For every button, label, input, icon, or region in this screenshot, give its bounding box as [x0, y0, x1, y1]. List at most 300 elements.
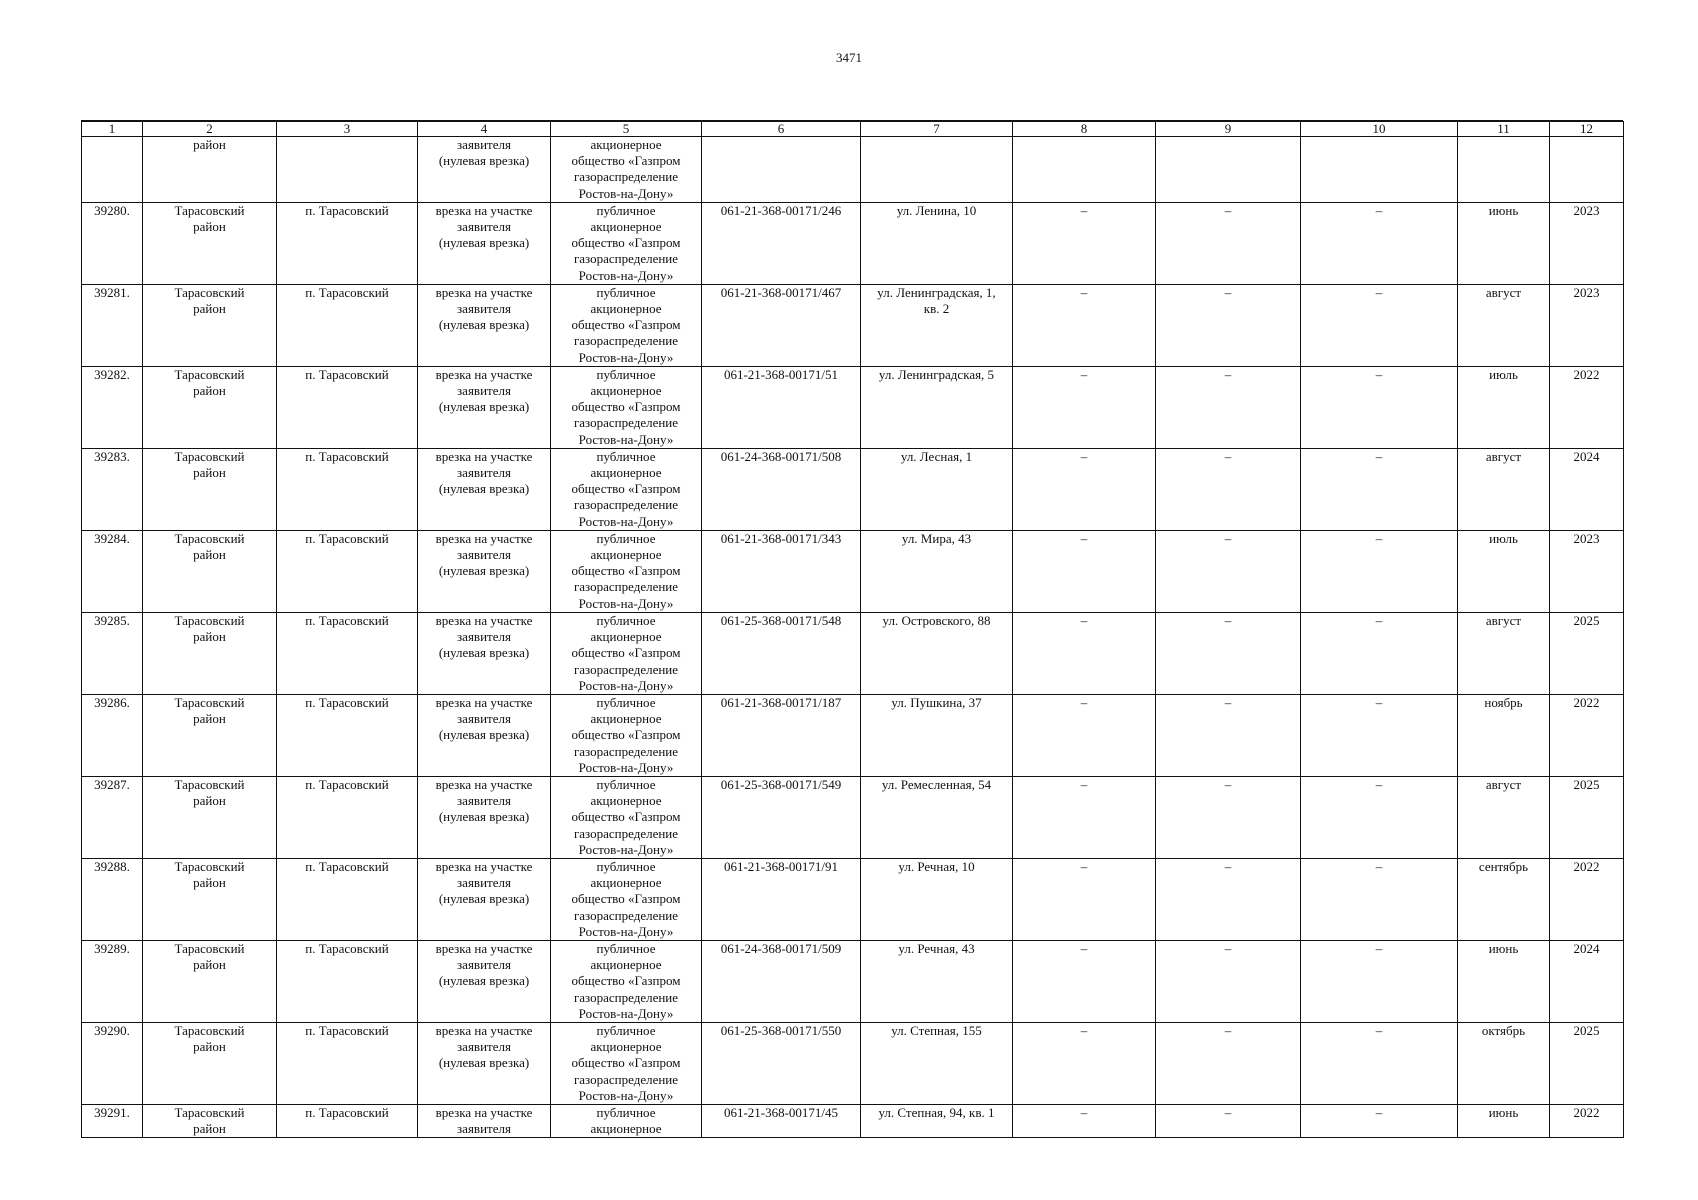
cell-col8: [1013, 1104, 1156, 1137]
cell-line: Тарасовский: [174, 776, 245, 792]
cell-line: 061-21-368-00171/187: [720, 694, 842, 710]
cell-line: –: [1080, 776, 1088, 792]
cell-line: –: [1080, 612, 1088, 628]
cell-settlement: [277, 1104, 418, 1137]
cell-month: [1458, 448, 1550, 530]
cell-line: заявителя: [457, 1039, 511, 1055]
cell-line: –: [1224, 694, 1232, 710]
cell-year: [1550, 137, 1624, 203]
cell-line: газораспределение: [573, 333, 679, 349]
cell-line: 2024: [1573, 448, 1600, 464]
table-row: [82, 284, 1624, 366]
cell-line: –: [1080, 1104, 1088, 1120]
cell-line: 061-21-368-00171/45: [723, 1104, 839, 1120]
cell-col10: [1301, 940, 1458, 1022]
cell-col9: [1156, 202, 1301, 284]
cell-number: [82, 940, 143, 1022]
cell-line: ул. Мира, 43: [901, 530, 972, 546]
cell-col8: [1013, 284, 1156, 366]
cell-settlement: [277, 284, 418, 366]
cell-line: –: [1375, 940, 1383, 956]
cell-code: [702, 530, 861, 612]
cell-line: ул. Островского, 88: [882, 612, 991, 628]
cell-col8: [1013, 612, 1156, 694]
cell-line: газораспределение: [573, 989, 679, 1005]
cell-line: Ростов-на-Дону»: [578, 349, 674, 365]
cell-line: газораспределение: [573, 497, 679, 513]
cell-line: (нулевая врезка): [438, 399, 530, 415]
cell-month: [1458, 776, 1550, 858]
cell-col8: [1013, 694, 1156, 776]
cell-line: заявителя: [457, 137, 511, 152]
cell-col9: [1156, 858, 1301, 940]
cell-line: общество «Газпром: [571, 153, 681, 169]
cell-line: Тарасовский: [174, 366, 245, 382]
cell-line: район: [193, 301, 226, 317]
cell-col9: [1156, 530, 1301, 612]
cell-line: –: [1224, 530, 1232, 546]
cell-line: –: [1080, 694, 1088, 710]
cell-line: (нулевая врезка): [438, 645, 530, 661]
cell-line: ул. Ремесленная, 54: [881, 776, 992, 792]
cell-line: газораспределение: [573, 169, 679, 185]
cell-line: –: [1080, 284, 1088, 300]
cell-line: газораспределение: [573, 825, 679, 841]
cell-code: [702, 1104, 861, 1137]
cell-col9: [1156, 1104, 1301, 1137]
cell-number: [82, 284, 143, 366]
cell-line: заявителя: [457, 793, 511, 809]
cell-col8: [1013, 202, 1156, 284]
cell-line: (нулевая врезка): [438, 891, 530, 907]
cell-line: п. Тарасовский: [305, 366, 389, 382]
cell-line: 39289.: [94, 940, 130, 956]
cell-line: район: [193, 1039, 226, 1055]
cell-line: 39291.: [94, 1104, 130, 1120]
cell-line: ул. Степная, 155: [891, 1022, 982, 1038]
cell-settlement: [277, 448, 418, 530]
cell-line: (нулевая врезка): [438, 153, 530, 169]
cell-line: 2023: [1573, 530, 1600, 546]
cell-method: [418, 612, 551, 694]
cell-line: ул. Речная, 43: [898, 940, 975, 956]
cell-line: 39288.: [94, 858, 130, 874]
cell-line: 061-24-368-00171/508: [720, 448, 842, 464]
cell-number: [82, 858, 143, 940]
cell-line: заявителя: [457, 465, 511, 481]
cell-line: –: [1375, 694, 1383, 710]
cell-district: [143, 612, 277, 694]
cell-line: общество «Газпром: [571, 481, 681, 497]
cell-line: врезка на участке: [435, 612, 533, 628]
cell-line: ул. Речная, 10: [898, 858, 975, 874]
cell-line: Ростов-на-Дону»: [578, 185, 674, 201]
cell-line: кв. 2: [923, 301, 950, 317]
cell-line: заявителя: [457, 219, 511, 235]
cell-number: [82, 530, 143, 612]
cell-col9: [1156, 284, 1301, 366]
cell-settlement: [277, 202, 418, 284]
cell-line: общество «Газпром: [571, 563, 681, 579]
cell-code: [702, 858, 861, 940]
cell-line: район: [193, 547, 226, 563]
cell-month: [1458, 530, 1550, 612]
cell-method: [418, 940, 551, 1022]
cell-col10: [1301, 612, 1458, 694]
cell-line: –: [1375, 202, 1383, 218]
cell-line: Тарасовский: [174, 448, 245, 464]
cell-line: публичное: [596, 858, 656, 874]
registry-table: [81, 121, 1624, 1138]
cell-year: [1550, 694, 1624, 776]
cell-line: Тарасовский: [174, 940, 245, 956]
cell-line: общество «Газпром: [571, 235, 681, 251]
cell-line: публичное: [596, 284, 656, 300]
cell-line: 061-21-368-00171/246: [720, 202, 842, 218]
cell-line: газораспределение: [573, 743, 679, 759]
cell-line: общество «Газпром: [571, 317, 681, 333]
cell-settlement: [277, 530, 418, 612]
cell-line: ноябрь: [1484, 694, 1523, 710]
cell-line: врезка на участке: [435, 366, 533, 382]
cell-col9: [1156, 940, 1301, 1022]
cell-code: [702, 694, 861, 776]
cell-line: Тарасовский: [174, 694, 245, 710]
cell-month: [1458, 137, 1550, 203]
cell-line: –: [1224, 1104, 1232, 1120]
cell-settlement: [277, 1022, 418, 1104]
cell-line: акционерное: [590, 1039, 662, 1055]
cell-line: Ростов-на-Дону»: [578, 677, 674, 693]
column-header: 3: [277, 122, 418, 137]
cell-code: [702, 940, 861, 1022]
column-header: 10: [1301, 122, 1458, 137]
cell-line: публичное: [596, 366, 656, 382]
cell-line: врезка на участке: [435, 1104, 533, 1120]
cell-line: врезка на участке: [435, 202, 533, 218]
column-header: 11: [1458, 122, 1550, 137]
cell-col10: [1301, 448, 1458, 530]
cell-line: акционерное: [590, 301, 662, 317]
cell-settlement: [277, 612, 418, 694]
cell-line: 061-21-368-00171/467: [720, 284, 842, 300]
cell-address: [861, 284, 1013, 366]
cell-line: акционерное: [590, 629, 662, 645]
cell-line: –: [1080, 530, 1088, 546]
cell-line: общество «Газпром: [571, 645, 681, 661]
table-row: [82, 366, 1624, 448]
cell-number: [82, 202, 143, 284]
cell-line: п. Тарасовский: [305, 284, 389, 300]
cell-line: п. Тарасовский: [305, 1104, 389, 1120]
cell-col10: [1301, 137, 1458, 203]
cell-line: акционерное: [590, 137, 662, 152]
cell-line: Ростов-на-Дону»: [578, 1087, 674, 1103]
table-row: [82, 694, 1624, 776]
cell-line: –: [1080, 202, 1088, 218]
cell-organization: [551, 530, 702, 612]
cell-line: –: [1224, 1022, 1232, 1038]
cell-line: –: [1375, 612, 1383, 628]
cell-organization: [551, 940, 702, 1022]
column-header: 2: [143, 122, 277, 137]
cell-code: [702, 202, 861, 284]
cell-line: п. Тарасовский: [305, 776, 389, 792]
cell-line: сентябрь: [1478, 858, 1529, 874]
cell-code: [702, 366, 861, 448]
cell-address: [861, 366, 1013, 448]
cell-organization: [551, 1022, 702, 1104]
cell-line: район: [193, 383, 226, 399]
cell-line: врезка на участке: [435, 776, 533, 792]
cell-district: [143, 694, 277, 776]
page-number: 3471: [836, 50, 862, 65]
cell-line: заявителя: [457, 301, 511, 317]
cell-line: (нулевая врезка): [438, 317, 530, 333]
cell-line: –: [1080, 1022, 1088, 1038]
cell-line: общество «Газпром: [571, 891, 681, 907]
cell-line: 39286.: [94, 694, 130, 710]
cell-line: ул. Степная, 94, кв. 1: [878, 1104, 995, 1120]
cell-col8: [1013, 1022, 1156, 1104]
cell-number: [82, 1022, 143, 1104]
cell-address: [861, 448, 1013, 530]
cell-year: [1550, 776, 1624, 858]
cell-line: Ростов-на-Дону»: [578, 759, 674, 775]
cell-settlement: [277, 694, 418, 776]
cell-organization: [551, 776, 702, 858]
cell-line: 061-25-368-00171/549: [720, 776, 842, 792]
cell-line: август: [1485, 448, 1522, 464]
table-row: [82, 530, 1624, 612]
cell-line: 2023: [1573, 284, 1600, 300]
cell-organization: [551, 1104, 702, 1137]
cell-line: заявителя: [457, 383, 511, 399]
cell-line: 2023: [1573, 202, 1600, 218]
cell-line: Ростов-на-Дону»: [578, 1005, 674, 1021]
cell-line: 39290.: [94, 1022, 130, 1038]
table-row: [82, 776, 1624, 858]
cell-method: [418, 530, 551, 612]
cell-line: 061-21-368-00171/343: [720, 530, 842, 546]
cell-month: [1458, 612, 1550, 694]
cell-col8: [1013, 858, 1156, 940]
cell-district: [143, 366, 277, 448]
cell-year: [1550, 448, 1624, 530]
cell-number: [82, 366, 143, 448]
cell-method: [418, 1104, 551, 1137]
cell-col10: [1301, 284, 1458, 366]
cell-line: акционерное: [590, 957, 662, 973]
cell-settlement: [277, 940, 418, 1022]
cell-address: [861, 612, 1013, 694]
cell-year: [1550, 366, 1624, 448]
cell-line: район: [193, 793, 226, 809]
cell-col10: [1301, 366, 1458, 448]
cell-line: –: [1224, 448, 1232, 464]
cell-year: [1550, 530, 1624, 612]
cell-line: июнь: [1488, 202, 1519, 218]
cell-line: публичное: [596, 448, 656, 464]
cell-col10: [1301, 776, 1458, 858]
cell-line: п. Тарасовский: [305, 1022, 389, 1038]
cell-year: [1550, 858, 1624, 940]
cell-line: Ростов-на-Дону»: [578, 513, 674, 529]
cell-code: [702, 137, 861, 203]
cell-line: врезка на участке: [435, 694, 533, 710]
cell-line: –: [1375, 1022, 1383, 1038]
cell-line: 061-25-368-00171/548: [720, 612, 842, 628]
cell-line: п. Тарасовский: [305, 694, 389, 710]
cell-line: 39281.: [94, 284, 130, 300]
cell-line: –: [1375, 1104, 1383, 1120]
cell-code: [702, 776, 861, 858]
column-header: 7: [861, 122, 1013, 137]
column-header: 8: [1013, 122, 1156, 137]
cell-col8: [1013, 366, 1156, 448]
cell-line: ул. Ленинградская, 5: [878, 366, 995, 382]
cell-line: публичное: [596, 1104, 656, 1120]
cell-number: [82, 776, 143, 858]
table-row: [82, 202, 1624, 284]
cell-address: [861, 940, 1013, 1022]
cell-line: Ростов-на-Дону»: [578, 267, 674, 283]
column-header: 4: [418, 122, 551, 137]
cell-month: [1458, 202, 1550, 284]
cell-line: район: [193, 465, 226, 481]
cell-line: Ростов-на-Дону»: [578, 841, 674, 857]
cell-line: акционерное: [590, 383, 662, 399]
column-header: 5: [551, 122, 702, 137]
cell-line: Тарасовский: [174, 1104, 245, 1120]
cell-line: (нулевая врезка): [438, 235, 530, 251]
cell-line: газораспределение: [573, 1071, 679, 1087]
cell-year: [1550, 284, 1624, 366]
cell-line: район: [193, 875, 226, 891]
column-header: 12: [1550, 122, 1624, 137]
cell-line: ул. Лесная, 1: [900, 448, 973, 464]
cell-district: [143, 284, 277, 366]
cell-address: [861, 137, 1013, 203]
cell-address: [861, 1104, 1013, 1137]
cell-number: [82, 612, 143, 694]
cell-code: [702, 1022, 861, 1104]
cell-address: [861, 202, 1013, 284]
cell-organization: [551, 694, 702, 776]
cell-text: район: [193, 137, 226, 152]
cell-line: акционерное: [590, 875, 662, 891]
cell-line: 061-24-368-00171/509: [720, 940, 842, 956]
cell-line: –: [1375, 530, 1383, 546]
cell-district: [143, 776, 277, 858]
cell-line: газораспределение: [573, 907, 679, 923]
cell-line: район: [193, 711, 226, 727]
cell-line: 061-21-368-00171/51: [723, 366, 839, 382]
cell-address: [861, 530, 1013, 612]
cell-line: –: [1080, 940, 1088, 956]
cell-col9: [1156, 1022, 1301, 1104]
table-row: [82, 448, 1624, 530]
cell-line: врезка на участке: [435, 940, 533, 956]
column-header: 6: [702, 122, 861, 137]
cell-line: –: [1224, 940, 1232, 956]
cell-district: [143, 202, 277, 284]
cell-line: Тарасовский: [174, 284, 245, 300]
cell-line: акционерное: [590, 547, 662, 563]
cell-district: [143, 137, 277, 203]
cell-settlement: [277, 858, 418, 940]
cell-line: газораспределение: [573, 579, 679, 595]
cell-col9: [1156, 366, 1301, 448]
cell-organization: [551, 137, 702, 203]
column-header: 1: [82, 122, 143, 137]
cell-line: 2022: [1573, 366, 1600, 382]
cell-line: –: [1375, 858, 1383, 874]
cell-line: –: [1224, 366, 1232, 382]
cell-line: газораспределение: [573, 661, 679, 677]
cell-col10: [1301, 530, 1458, 612]
table-row: [82, 858, 1624, 940]
cell-month: [1458, 1104, 1550, 1137]
cell-col8: [1013, 940, 1156, 1022]
table-top-border: [81, 120, 1623, 122]
cell-line: акционерное: [590, 465, 662, 481]
cell-line: заявителя: [457, 547, 511, 563]
cell-line: район: [193, 629, 226, 645]
cell-col10: [1301, 1104, 1458, 1137]
cell-col8: [1013, 776, 1156, 858]
cell-line: публичное: [596, 612, 656, 628]
cell-month: [1458, 1022, 1550, 1104]
cell-line: 061-21-368-00171/91: [723, 858, 839, 874]
cell-line: заявителя: [457, 629, 511, 645]
cell-line: (нулевая врезка): [438, 563, 530, 579]
cell-number: [82, 448, 143, 530]
cell-address: [861, 858, 1013, 940]
cell-line: заявителя: [457, 957, 511, 973]
cell-line: Тарасовский: [174, 858, 245, 874]
cell-line: врезка на участке: [435, 530, 533, 546]
cell-line: (нулевая врезка): [438, 973, 530, 989]
cell-line: общество «Газпром: [571, 399, 681, 415]
cell-number: [82, 694, 143, 776]
cell-line: 2022: [1573, 1104, 1600, 1120]
cell-line: общество «Газпром: [571, 973, 681, 989]
cell-line: заявителя: [457, 711, 511, 727]
cell-line: врезка на участке: [435, 858, 533, 874]
cell-line: 2024: [1573, 940, 1600, 956]
cell-district: [143, 858, 277, 940]
cell-year: [1550, 1104, 1624, 1137]
cell-line: врезка на участке: [435, 284, 533, 300]
cell-code: [702, 612, 861, 694]
cell-col8: [1013, 137, 1156, 203]
cell-line: 39280.: [94, 202, 130, 218]
cell-address: [861, 776, 1013, 858]
cell-method: [418, 202, 551, 284]
table-row: [82, 1022, 1624, 1104]
cell-settlement: [277, 137, 418, 203]
cell-line: 39282.: [94, 366, 130, 382]
cell-line: публичное: [596, 530, 656, 546]
cell-col9: [1156, 448, 1301, 530]
cell-line: общество «Газпром: [571, 727, 681, 743]
cell-method: [418, 858, 551, 940]
cell-organization: [551, 612, 702, 694]
cell-line: 39287.: [94, 776, 130, 792]
cell-line: п. Тарасовский: [305, 612, 389, 628]
cell-line: Ростов-на-Дону»: [578, 595, 674, 611]
